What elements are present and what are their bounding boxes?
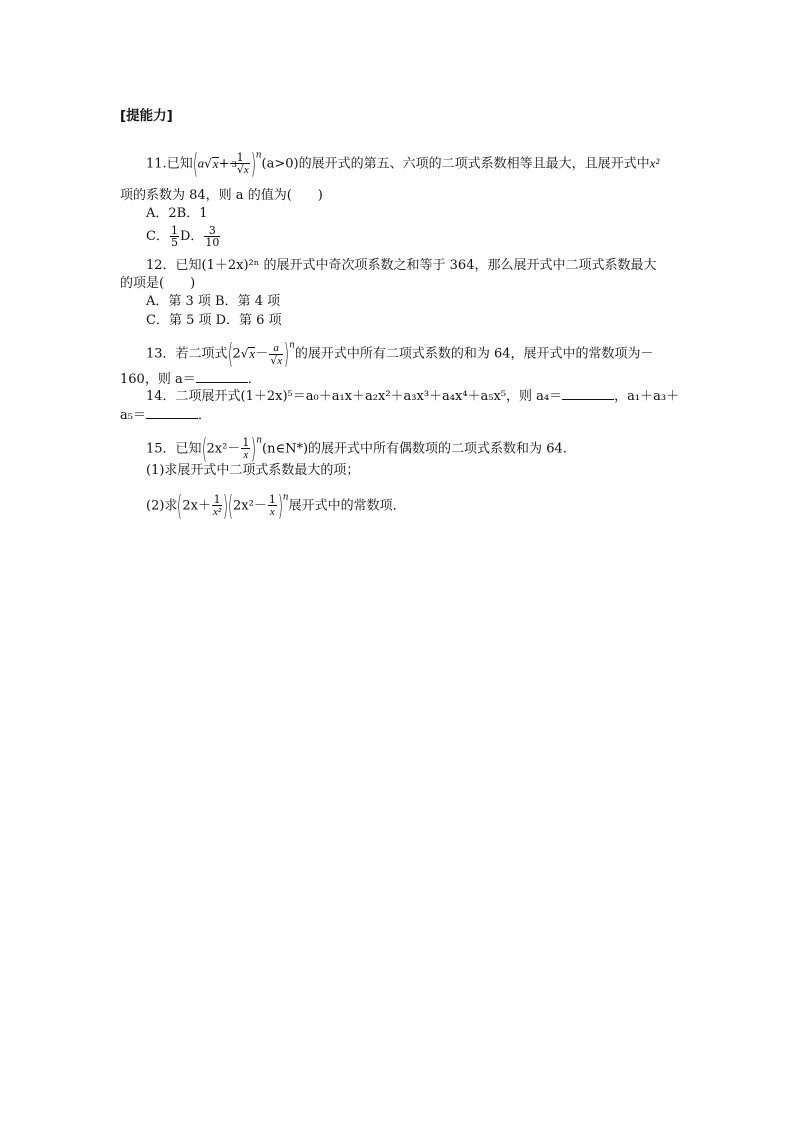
question-11-lead: 已知 [166, 156, 193, 172]
question-13-text: 的展开式中所有二项式系数的和为 64，展开式中的常数项为－ [294, 346, 654, 362]
option-c-fraction: $\frac{1}{5}$ [170, 224, 178, 249]
question-11-line-2: 项的系数为 84，则 a 的值为( ) [120, 188, 323, 203]
question-15-text: (n∈N*)的展开式中所有偶数项的二项式系数和为 64. [262, 441, 567, 457]
question-11-options-cd: C． $\frac{1}{5}$ D． $\frac{3}{10}$ [146, 224, 220, 249]
answer-blank-sum[interactable] [146, 418, 198, 419]
question-15-part-1: (1)求展开式中二项式系数最大的项； [146, 463, 360, 478]
question-13-line-1: 13．若二项式(2√x－ $\frac{a}{√x}$ )$^n$的展开式中所有二项式系数的和为 64，展开式中的常数项为－ [146, 337, 654, 370]
var-x: x [212, 155, 219, 171]
question-15-part-2: (2)求(2x＋ $\frac{1}{\text{x²}}$ )(2x²－ $\frac{1}{x}$ )$^n$展开式中的常数项． [146, 489, 406, 522]
section-heading: [提能力] [120, 108, 173, 124]
radical-sign: √ [204, 156, 212, 171]
question-12-line-1: 12．已知(1＋2x)²ⁿ 的展开式中奇次项系数之和等于 364，那么展开式中二项式系数最大 [146, 258, 657, 273]
var-a: a [197, 155, 205, 171]
fraction-1-over-cuberoot-x: $\frac{1}{^3√x}$ [231, 151, 249, 176]
answer-blank-a4[interactable] [562, 399, 614, 400]
question-11-text: 的展开式的第五、六项的二项式系数相等且最大，且展开式中 [298, 156, 650, 172]
question-12-line-2: 的项是( ) [120, 276, 196, 291]
plus-sign: + [218, 156, 230, 172]
question-14-line-2: a₅＝ ． [120, 408, 211, 423]
question-15-line-1: 15．已知(2x²－ $\frac{1}{x}$ )$^n$(n∈N*)的展开式中所有偶数项的二项式系数和为 64. [146, 432, 567, 465]
question-13-line-2: 160，则 a＝ ． [120, 372, 261, 387]
question-12-options-cd: C．第 5 项 D．第 6 项 [146, 313, 282, 328]
question-11-number: 11. [146, 156, 167, 172]
question-11-options-ab: A．2B．1 [146, 206, 208, 221]
x-squared: x² [649, 155, 660, 171]
root-index: 3 [231, 160, 237, 170]
question-13-lead: 13．若二项式 [146, 346, 228, 362]
exponent-n: n [255, 150, 262, 161]
answer-blank[interactable] [196, 382, 248, 383]
fraction-a-over-root-x: $\frac{a}{√x}$ [270, 341, 283, 367]
left-paren: ( [192, 147, 198, 180]
condition: (a>0) [261, 156, 299, 172]
question-15-lead: 15．已知 [146, 441, 202, 457]
question-12-options-ab: A．第 3 项 B．第 4 项 [146, 294, 281, 309]
right-paren: ) [250, 147, 256, 180]
option-d-fraction: $\frac{3}{10}$ [205, 224, 220, 249]
question-14-line-1: 14．二项展开式(1＋2x)⁵＝a₀＋a₁x＋a₂x²＋a₃x³＋a₄x⁴＋a₅x⁵，则 a₄＝ ，a₁＋a₃＋ [146, 389, 680, 404]
question-11-line-1 [146, 147, 660, 180]
